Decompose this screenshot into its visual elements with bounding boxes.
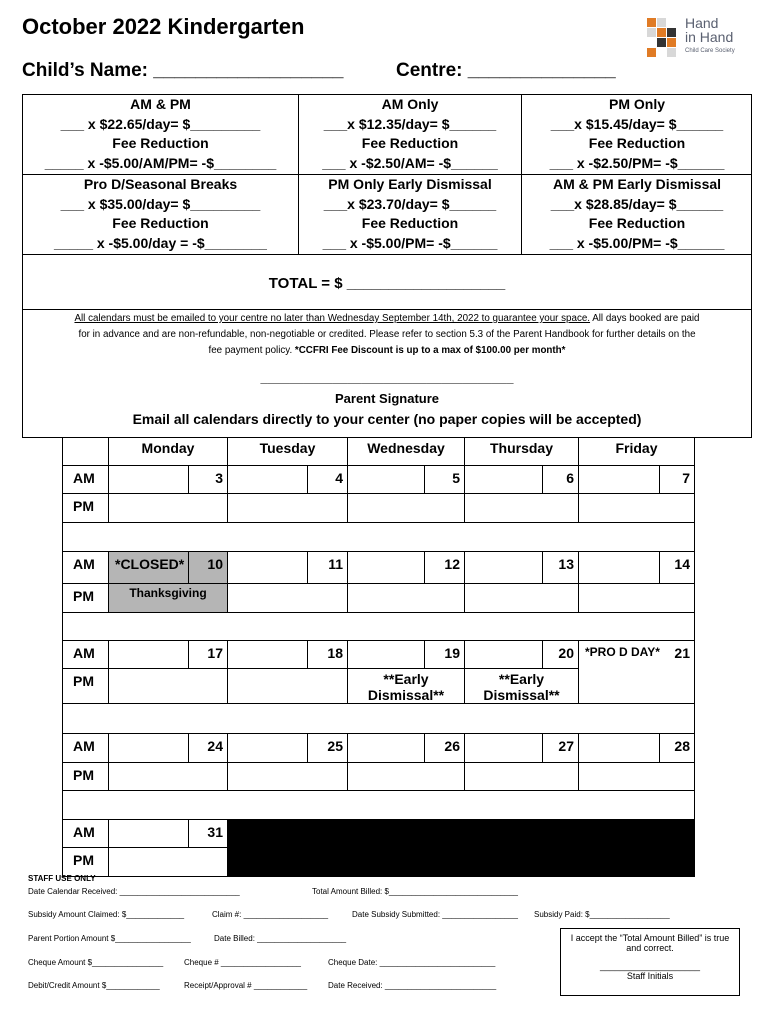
date-number: 13 [543, 552, 579, 584]
day-header-tuesday: Tuesday [228, 438, 348, 466]
date-number: 20 [543, 641, 579, 669]
blocked-cell [465, 820, 579, 848]
blocked-cell [348, 820, 465, 848]
rate-am-pm[interactable]: AM & PM ___ x $22.65/day= $_________ Fee Reduction _____ x -$5.00/AM/PM= -$________ [44, 96, 277, 171]
day-header-thursday: Thursday [465, 438, 579, 466]
date-number: 25 [308, 734, 348, 763]
pm-box[interactable] [579, 494, 695, 523]
receipt-field[interactable]: Receipt/Approval # ____________ [184, 981, 308, 990]
date-number: 21 [674, 645, 690, 661]
week-spacer [63, 613, 695, 641]
debit-amount-field[interactable]: Debit/Credit Amount $____________ [28, 981, 160, 990]
rates-table [22, 94, 752, 438]
staff-heading: STAFF USE ONLY [28, 874, 96, 883]
page-title: October 2022 Kindergarten [22, 14, 305, 39]
date-number: 11 [308, 552, 348, 584]
date-received-field[interactable]: Date Calendar Received: ___________________________ [28, 887, 240, 896]
pm-label: PM [63, 848, 109, 877]
date-subsidy-field[interactable]: Date Subsidy Submitted: _________________ [352, 910, 518, 919]
week-spacer [63, 791, 695, 820]
date-number: 14 [660, 552, 695, 584]
parent-portion-field[interactable]: Parent Portion Amount $_________________ [28, 934, 191, 943]
pm-box[interactable] [228, 669, 348, 704]
initials-line[interactable]: ____________________ [599, 961, 701, 971]
blocked-cell [579, 848, 695, 877]
initials-label: Staff Initials [626, 971, 674, 981]
am-box[interactable] [465, 552, 543, 584]
pm-box[interactable] [228, 763, 348, 791]
early-dismissal-label[interactable]: **Early Dismissal** [465, 669, 579, 704]
blocked-cell [348, 848, 465, 877]
am-box[interactable] [465, 734, 543, 763]
total-billed-field[interactable]: Total Amount Billed: $_____________________________ [312, 887, 518, 896]
date-number: 19 [425, 641, 465, 669]
date-number: 5 [425, 466, 465, 494]
blocked-cell [228, 848, 348, 877]
week-spacer [63, 704, 695, 734]
am-box[interactable] [579, 466, 660, 494]
am-label: AM [63, 552, 109, 584]
rate-ampm-early-dismissal[interactable]: AM & PM Early Dismissal ___x $28.85/day= $______ Fee Reduction ___ x -$5.00/PM= -$______ [549, 176, 725, 251]
date-number: 10 [189, 552, 228, 584]
am-box[interactable] [109, 641, 189, 669]
accept-text: I accept the “Total Amount Billed” is true and correct. [570, 933, 730, 953]
blocked-cell [228, 820, 348, 848]
am-box[interactable] [465, 641, 543, 669]
pro-d-day-cell [579, 641, 695, 704]
am-label: AM [63, 734, 109, 763]
am-box[interactable] [109, 466, 189, 494]
child-name-field[interactable]: Child’s Name: __________________ [22, 60, 344, 81]
am-box[interactable] [579, 552, 660, 584]
centre-field[interactable]: Centre: ______________ [396, 60, 616, 81]
early-dismissal-label[interactable]: **Early Dismissal** [348, 669, 465, 704]
thanksgiving-label: Thanksgiving [109, 584, 228, 613]
week-spacer [63, 523, 695, 552]
day-header-friday: Friday [579, 438, 695, 466]
date-number: 24 [189, 734, 228, 763]
pm-box[interactable] [348, 584, 465, 613]
hand-in-hand-logo [645, 16, 745, 60]
rate-pm-only[interactable]: PM Only ___x $15.45/day= $______ Fee Reduction ___ x -$2.50/PM= -$______ [549, 96, 725, 171]
am-label: AM [63, 641, 109, 669]
pm-box[interactable] [348, 494, 465, 523]
pm-label: PM [63, 584, 109, 613]
subsidy-paid-field[interactable]: Subsidy Paid: $__________________ [534, 910, 670, 919]
date-number: 18 [308, 641, 348, 669]
am-box[interactable] [348, 466, 425, 494]
rate-am-only[interactable]: AM Only ___x $12.35/day= $______ Fee Reduction ___ x -$2.50/AM= -$______ [322, 96, 498, 171]
pm-box[interactable] [228, 494, 348, 523]
rate-pro-d[interactable]: Pro D/Seasonal Breaks ___ x $35.00/day= $_________ Fee Reduction _____ x -$5.00/day = -$________ [54, 176, 267, 251]
am-box[interactable] [348, 552, 425, 584]
date-number: 28 [660, 734, 695, 763]
am-box[interactable] [228, 641, 308, 669]
date-number: 3 [189, 466, 228, 494]
staff-confirm-box [560, 928, 740, 996]
day-header-wednesday: Wednesday [348, 438, 465, 466]
logo-mark-icon [645, 16, 683, 58]
am-box[interactable] [228, 466, 308, 494]
subsidy-claimed-field[interactable]: Subsidy Amount Claimed: $_____________ [28, 910, 185, 919]
pm-box[interactable] [109, 848, 228, 877]
blocked-cell [465, 848, 579, 877]
date-number: 6 [543, 466, 579, 494]
am-label: AM [63, 466, 109, 494]
cheque-date-field[interactable]: Cheque Date: __________________________ [328, 958, 496, 967]
date-billed-field[interactable]: Date Billed: ____________________ [214, 934, 347, 943]
date-received2-field[interactable]: Date Received: _________________________ [328, 981, 497, 990]
logo-subtitle: Child Care Society [685, 48, 735, 54]
pm-box[interactable] [465, 763, 579, 791]
total-field[interactable]: TOTAL = $ ___________________ [268, 275, 506, 292]
cheque-amount-field[interactable]: Cheque Amount $________________ [28, 958, 164, 967]
am-box[interactable] [228, 734, 308, 763]
am-box[interactable] [228, 552, 308, 584]
date-number: 26 [425, 734, 465, 763]
pro-d-day-label: *PRO D DAY* [585, 645, 660, 659]
date-number: 17 [189, 641, 228, 669]
pm-box[interactable] [348, 763, 465, 791]
am-box[interactable] [465, 466, 543, 494]
pm-box[interactable] [109, 494, 228, 523]
signature-label: Parent Signature [334, 391, 440, 406]
pm-box[interactable] [579, 584, 695, 613]
corner-cell [63, 438, 109, 466]
pm-label: PM [63, 763, 109, 791]
date-number: 31 [189, 820, 228, 848]
pm-box[interactable] [465, 584, 579, 613]
closed-label: *CLOSED* [109, 552, 189, 584]
pm-box[interactable] [465, 494, 579, 523]
day-header-monday: Monday [109, 438, 228, 466]
blocked-cell [579, 820, 695, 848]
am-label: AM [63, 820, 109, 848]
rate-pm-early-dismissal[interactable]: PM Only Early Dismissal ___x $23.70/day= $______ Fee Reduction ___ x -$5.00/PM= -$______ [322, 176, 498, 251]
am-box[interactable] [348, 641, 425, 669]
logo-text: Hand in Hand [685, 15, 734, 45]
pm-label: PM [63, 669, 109, 704]
date-number: 12 [425, 552, 465, 584]
pm-label: PM [63, 494, 109, 523]
pm-box[interactable] [228, 584, 348, 613]
date-number: 7 [660, 466, 695, 494]
signature-line[interactable]: ___________________________________ [260, 370, 514, 385]
am-box[interactable] [109, 734, 189, 763]
cheque-number-field[interactable]: Cheque # __________________ [184, 958, 302, 967]
am-box[interactable] [348, 734, 425, 763]
calendar-grid [62, 437, 695, 877]
pm-box[interactable] [109, 669, 228, 704]
date-number: 27 [543, 734, 579, 763]
am-box[interactable] [109, 820, 189, 848]
pm-box[interactable] [109, 763, 228, 791]
date-number: 4 [308, 466, 348, 494]
email-instruction: Email all calendars directly to your center (no paper copies will be accepted) [132, 411, 642, 427]
booking-notes: All calendars must be emailed to your centre no later than Wednesday September 14th, 2022 to guarantee your space. All days booked are paid for in advance and are non-refundable, non-negotiable or credited. Please refer to section 5.3 of the Parent Handbook for further details on the fee payment policy. *CCFRI Fee Discount is up to a max of $100.00 per month* [74, 313, 700, 356]
am-box[interactable] [579, 734, 660, 763]
pm-box[interactable] [579, 763, 695, 791]
claim-number-field[interactable]: Claim #: ___________________ [212, 910, 329, 919]
